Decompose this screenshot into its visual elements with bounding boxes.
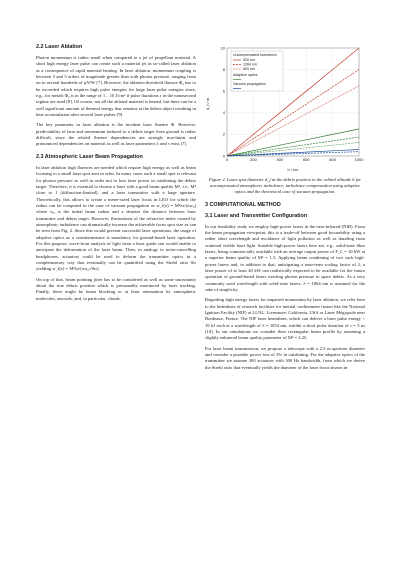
legend [231,51,283,91]
spot-diameter-chart [205,44,365,174]
paragraph-propagation-1: In laser ablation high fluences are needed which require high energy as well as beam focusing to a small laser spot area in orbit. In many cases such a small spot is relevant for photon pressure as well in order not to lose laser power in outshining the debris target. Therefore, it is essential to choose a laser with a good beam quality M², i.e., M² close to 1 (diffraction-limited), and a laser transmitter with a large aperture. Theoretically, this allows to create a meter-sized laser focus in LEO for which the radius can be computed in the case of vacuum propagation as w_f(z) = M²λz/(πw₀) where w₀ is the initial beam radius and z denotes the distance between laser transmitter and debris target. However, fluctuations of the refractive index caused by atmospheric turbulence can dramatically increase the achievable focus spot size as can be seen from Fig. 2. Since this would prevent successful laser operations, the usage of adaptive optics as a countermeasure is mandatory for ground-based laser operation. For this purpose, wave-front analysis of light from a laser guide star would enable to anticipate the deformation of the laser beam. Then, in analogy to noise-cancelling headphones, actuators could be used to deform the transmitter optics in a complementary way that eventually can be quantified using the Strehl ratio Str yielding w_f(z) = M²λz/(πw₀√Str). [36,164,196,272]
figure-caption: Figure 2. Laser spot diameter d_f at the debris position in the orbital altitude h for uncompensated atmospheric turbulence, turbulence compensation using adaptive optics and the theoretical case of vacuum propagation. [208,177,362,195]
section-title-computational-method: 3 COMPUTATIONAL METHOD [205,201,281,208]
y-tick-label: 8 [222,66,225,72]
legend-title-uncomp: Uncompensated turbulence [233,53,277,57]
paragraph-config-1: In our feasibility study we employ high-power lasers in the near-infrared (NIR). From the beam propagation viewpoint, this is a trade-off between good focusability using a rather short wavelength and avoidance of light pollution as well as dazzling from scattered visible laser light. Suitable high-power lasers here are, e.g., solid-state fibre lasers, being commercially available with an average output power of P_L = 10 kW at a superior beam quality of M² = 1.5. Applying beam combining of two such high-power lasers and, in addition to that, anticipating a near-term scaling factor of 2, a laser power of at least 40 kW can realistically expected to be available for the future operation of ground-based lasers exerting photon pressure to space debris. As a very commonly used wavelength with solid-state lasers, λ = 1064 nm is assumed for the sake of simplicity. [205,223,365,293]
series-line-2 [227,86,359,156]
y-axis-label: d_f / m [205,97,210,111]
section-title-beam-propagation: 2.3 Atmospheric Laser Beam Propagation [36,153,143,160]
legend-item-3: 800 nm [243,67,255,72]
legend-title-ao: Adaptive optics [233,73,258,77]
x-tick-label: 1000 [354,157,364,162]
y-tick-label: 10 [220,45,225,51]
x-ticks [226,157,364,162]
x-tick-label: 400 [276,157,284,162]
legend-item-1: 520 nm [243,58,255,63]
section-title-laser-ablation: 2.2 Laser Ablation [36,44,83,50]
y-tick-label: 6 [222,88,225,94]
legend-title-vac: Vacuum propagation [233,82,266,86]
paragraph-ablation-2: The key parameter in laser ablation is the incident laser fluence Φ. However, predictability of heat and momentum induced to a debris target from ground is rather difficult, since the related fluence dependencies are strongly non-linear and pronounced dependencies on material as well as laser parameters λ and τ exist [7]. [36,122,196,147]
series-line-3 [227,129,359,156]
section-title-laser-config: 3.1 Laser and Transmitter Configuration [205,212,308,219]
paragraph-ablation-1: Photon momentum is rather small when compared to a jet of propellant material. A short high energy laser pulse can create such a material jet in so-called laser ablation as a consequence of rapid material heating. In laser ablation, momentum coupling is between 3 and 5 orders of magnitude greater than with photon pressure, ranging from on to several hundreds of μN/W [7]. However, the ablation threshold fluence Φ₀ has to be exceeded which requires high pulse energies for large laser pulse energies since, e.g., for metals Φ₀ is in the range of 1 .. 10 J/cm² if pulse durations τ in the nanosecond regime are used [8]. Of course, not all the ablated material is heated, but there can be a well significant amount of thermal energy that remains at the debris object resulting in heat accumulation after several laser pulses [9]. [36,55,196,118]
paragraph-config-2: Regarding high energy lasers for imparted momentum by laser ablation, we refer here to the beamlines of research facilities for inertial confinement fusion like the National Ignition Facility (NIF) at LLNL, Livermore, California, USA or Laser Mégajoule near Bordeaux, France. The NIF laser beamlines, which can deliver a laser pulse energy > 19 kJ each at a wavelength of λ = 1054 nm, exhibit a short pulse duration of τ = 5 ns [10]. In our simulations we consider their rectangular beam profile by assuming a slightly enhanced beam quality parameter of M² = 2.25. [205,297,365,341]
x-tick-label: 600 [302,157,310,162]
paragraph-config-3: For laser beam transmission, we propose a telescope with a 2.5 m aperture diameter and consider a possible power loss of 2% in outshining. For the adaptive optics of the transmitter we assume 300 actuators with 300 Hz bandwidth, from which we derive the Strehl ratio that eventually yields the diameter of the laser focus shown in [205,345,365,370]
right-column [205,44,365,371]
y-tick-label: 2 [222,131,225,137]
paragraph-propagation-2: On top of that, beam pointing jitter has to be considered as well as some uncertainty about the true debris position which is presumably monitored by laser tracking. Finally, there might be beam blocking or at least attenuation by atmospheric molecules, aerosols, and, in particular, clouds. [36,276,196,301]
x-tick-label: 800 [329,157,336,162]
y-tick-label: 0 [222,153,225,159]
x-axis-label: h / km [287,167,299,172]
legend-item-2: 1064 nm [243,62,257,67]
figure-2 [205,44,365,174]
y-tick-label: 4 [222,110,225,116]
left-column [36,44,196,302]
x-tick-label: 0 [225,157,229,162]
y-ticks [221,45,226,158]
x-tick-label: 200 [250,157,257,162]
